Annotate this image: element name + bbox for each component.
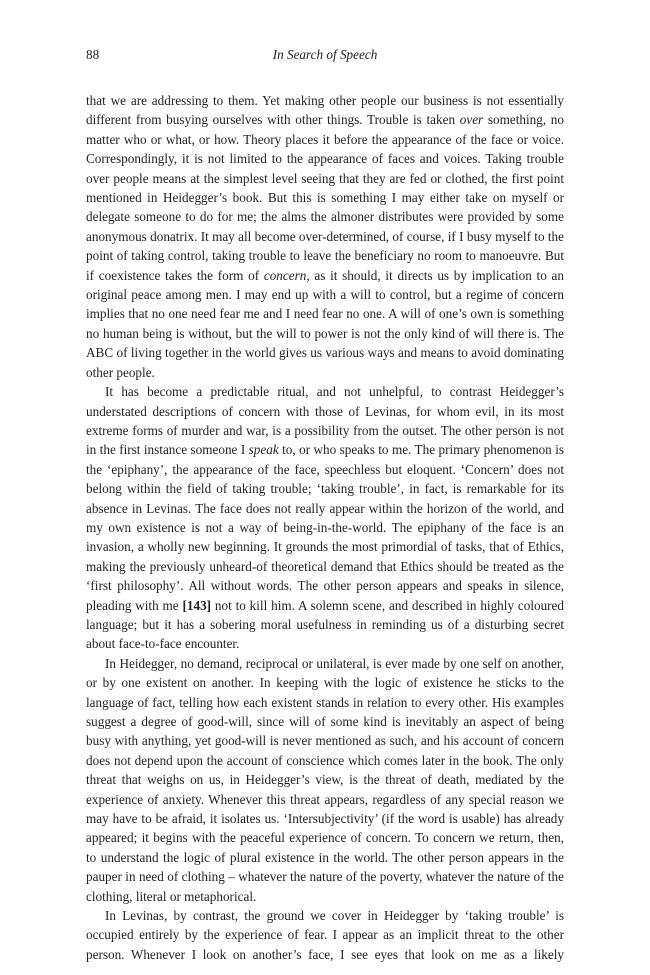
text-run: that we are addressing to them. Yet making other people our business is not essentially different from busying ourselves with other things. Trouble is taken: [86, 93, 564, 128]
page-marker: [143]: [182, 597, 212, 613]
text-run: something, no matter who or what, or how. Theory places it before the appearance of the face or voice. Correspondingly, it is not limited to the appearance of faces and voices. Taking trouble over people means at the simplest level seeing that they are fed or clothed, the first point mentioned in Heidegger’s book. But this is something I may either take on myself or delegate someone to do for me; the alms the almoner distributes were provided by some anonymous donatrix. It may all become over-determined, of course, if I busy myself to the point of taking control, taking trouble to leave the beneficiary no room to manoeuvre. But if coexistence takes the form of: [86, 112, 564, 283]
paragraph-4: [86, 906, 564, 964]
text-run: not to kill him. A solemn scene, and described in highly coloured language; but it has a sobering moral usefulness in reminding us of a disturbing secret about face-to-face encounter.: [86, 597, 565, 652]
paragraph-2: [86, 382, 564, 654]
running-title: In Search of Speech: [272, 47, 378, 62]
text-run: to, or who speaks to me. The primary phenomenon is the ‘epiphany’, the appearance of the face, speechless but eloquent. ‘Concern’ does not belong within the field of taking trouble; ‘taking trouble’, in fact, is remarkable for its absence in Levinas. The face does not really appear within the horizon of the world, and my own existence is not a way of being-in-the-world. The epiphany of the face is an invasion, a wholly new beginning. It grounds the most primordial of tasks, that of Ethics, making the previously unheard-of theoretical demand that Ethics should be treated as the ‘first philosophy’. All without words. The other person appears and speaks in silence, pleading with me: [86, 442, 564, 613]
text-run: It has become a predictable ritual, and not unhelpful, to contrast Heidegger’s understated descriptions of concern with those of Levinas, for whom evil, in its most extreme forms of murder and war, is a possibility from the outset. The other person is not in the first instance someone I: [86, 384, 564, 458]
emphasis: speak: [248, 442, 279, 458]
text-run: In Levinas, by contrast, the ground we cover in Heidegger by ‘taking trouble’ is occupied entirely by the experience of fear. I appear as an implicit threat to the other person. Whenever I look on another’s face, I see eyes that look on me as a likely: [86, 908, 564, 962]
text-run: In Heidegger, no demand, reciprocal or unilateral, is ever made by one self on another, or by one existent on another. In keeping with the logic of existence he sticks to the language of fact, telling how each existent stands in relation to every other. His examples suggest a degree of good-will, since will of some kind is inevitably an aspect of being busy with anything, yet good-will is never mentioned as such, and his account of concern does not depend upon the account of conscience which comes later in the book. The only threat that weighs on us, in Heidegger’s view, is the threat of death, mediated by the experience of anxiety. Whenever this threat appears, regardless of any special reason we may have to be afraid, it isolates us. ‘Intersubjectivity’ (if the word is usable) has already appeared; it begins with the peaceful experience of concern. To concern we return, then, to understand the logic of plural existence in the world. The other person appears in the pauper in need of clothing – whatever the nature of the poverty, whatever the nature of the clothing, literal or metaphorical.: [86, 655, 564, 904]
paragraph-1: [86, 91, 564, 382]
emphasis: concern: [263, 267, 307, 283]
page-number: 88: [86, 47, 100, 62]
page-header: [86, 45, 564, 65]
paragraph-3: [86, 654, 564, 906]
emphasis: over: [459, 112, 484, 128]
text-run: , as it should, it directs us by implication to an original peace among men. I may end up with a will to control, but a regime of concern implies that no one need fear me and I need fear no one. A will of one’s own is something no human being is without, but the will to power is not the only kind of will there is. The ABC of living together in the world gives us various ways and means to avoid dominating other people.: [86, 267, 564, 380]
body-text: [86, 91, 564, 964]
